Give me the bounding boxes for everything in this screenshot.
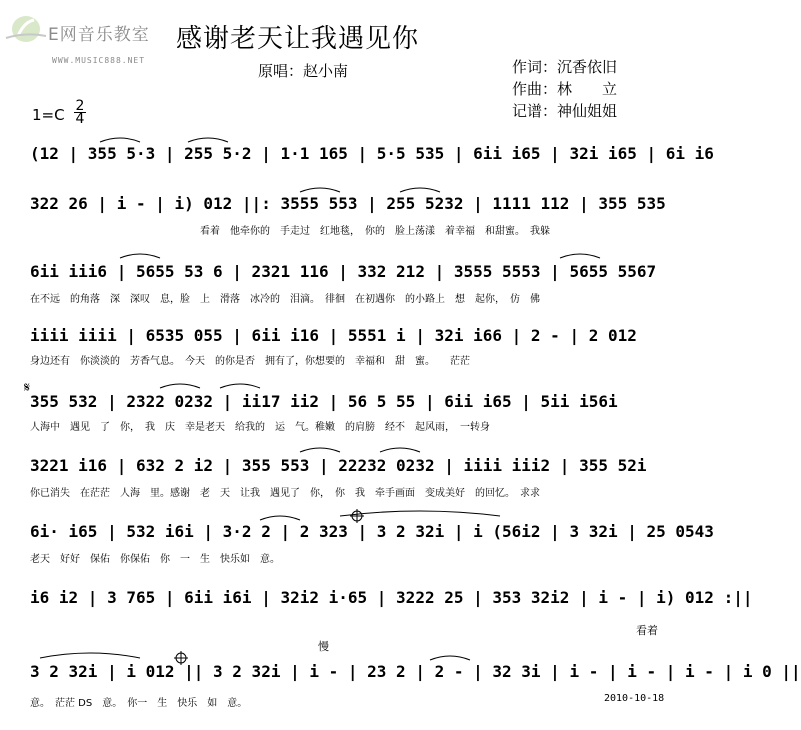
notes-line: (12 | 355 5·3 | 255 5·2 | 1·1 165 | 5·5 535 | 6ii i65 | 32i i65 | 6i i6 [30,144,714,163]
lyrics-line: 在不远 的角落 深 深叹 息，脸 上 滑落 冰冷的 泪滴。 徘徊 在初遇你 的小路上 想 起你， 仿 佛 [30,294,540,305]
lyricist: 作词：沉香依旧 [512,58,618,76]
notes-line: iiii iiii | 6535 055 | 6ii i16 | 5551 i | 32i i66 | 2 - | 2 012 [30,326,637,345]
key-signature: 1=C [32,106,65,124]
coda-icon [350,509,364,523]
notes-line: 322 26 | i - | i) 012 ||: 3555 553 | 255 5232 | 1111 112 | 355 535 [30,194,666,213]
notes-line: 3 2 32i | i 012 || 3 2 32i | i - | 23 2 | 2 - | 32 3i | i - | i - | i - | i 0 || [30,662,801,681]
repeat-lyric: 看着 [636,624,658,637]
tie-mark [340,511,500,516]
tie-mark [220,384,260,388]
lyrics-line: 意。 茫茫 DS 意。 你一 生 快乐 如 意。 [30,698,248,709]
transcriber: 记谱：神仙姐姐 [512,102,618,120]
time-bottom: 4 [75,111,85,127]
tie-mark [300,448,340,452]
notes-line: i6 i2 | 3 765 | 6ii i6i | 32i2 i·65 | 3222 25 | 353 32i2 | i - | i) 012 :|| [30,588,753,607]
tie-mark [120,254,160,258]
tie-mark [260,516,300,520]
tempo-mark: 慢 [318,640,329,653]
date-stamp: 2010-10-18 [604,693,665,704]
lyrics-line: 看着 他牵你的 手走过 红地毯， 你的 脸上荡漾 着幸福 和甜蜜。 我躲 [200,226,550,237]
tie-mark [100,138,140,142]
lyrics-line: 老天 好好 保佑 你保佑 你 一 生 快乐如 意。 [30,554,280,565]
tie-mark [400,188,440,192]
tie-mark [380,448,420,452]
lyrics-line: 人海中 遇见 了 你， 我 庆 幸是老天 给我的 运 气。稚嫩 的肩膀 经不 起风雨， 一转身 [30,422,490,433]
coda-icon [174,651,188,665]
tie-mark [430,656,470,660]
logo-text: E网音乐教室 [48,25,150,45]
segno-icon: 𝄋 [24,380,31,396]
notes-line: 6i· i65 | 532 i6i | 3·2 2 | 2 323 | 3 2 32i | i (56i2 | 3 32i | 25 0543 [30,522,714,541]
tie-mark [188,138,228,142]
notes-line: 6ii iii6 | 5655 53 6 | 2321 116 | 332 212 | 3555 5553 | 5655 5567 [30,262,657,281]
lyrics-line: 你已消失 在茫茫 人海 里。感谢 老 天 让我 遇见了 你， 你 我 牵手画面 变成美好 的回忆。 求求 [30,488,540,499]
tie-mark [300,188,340,192]
tie-mark [560,254,600,258]
notes-line: 3221 i16 | 632 2 i2 | 355 553 | 22232 0232 | iiii iii2 | 355 52i [30,456,647,475]
tie-mark [40,653,140,658]
composer: 作曲：林 立 [512,80,618,98]
original-singer: 原唱：赵小南 [258,62,349,80]
lyrics-line: 身边还有 你淡淡的 芳香气息。 今天 的你是否 拥有了，你想要的 幸福和 甜 蜜。 茫茫 [30,356,470,367]
time-top: 2 [75,98,85,114]
logo-url: WWW.MUSIC888.NET [52,56,146,65]
song-title: 感谢老天让我遇见你 [176,24,420,54]
tie-mark [160,384,200,388]
notes-line: 355 532 | 2322 0232 | ii17 ii2 | 56 5 55 | 6ii i65 | 5ii i56i [30,392,618,411]
